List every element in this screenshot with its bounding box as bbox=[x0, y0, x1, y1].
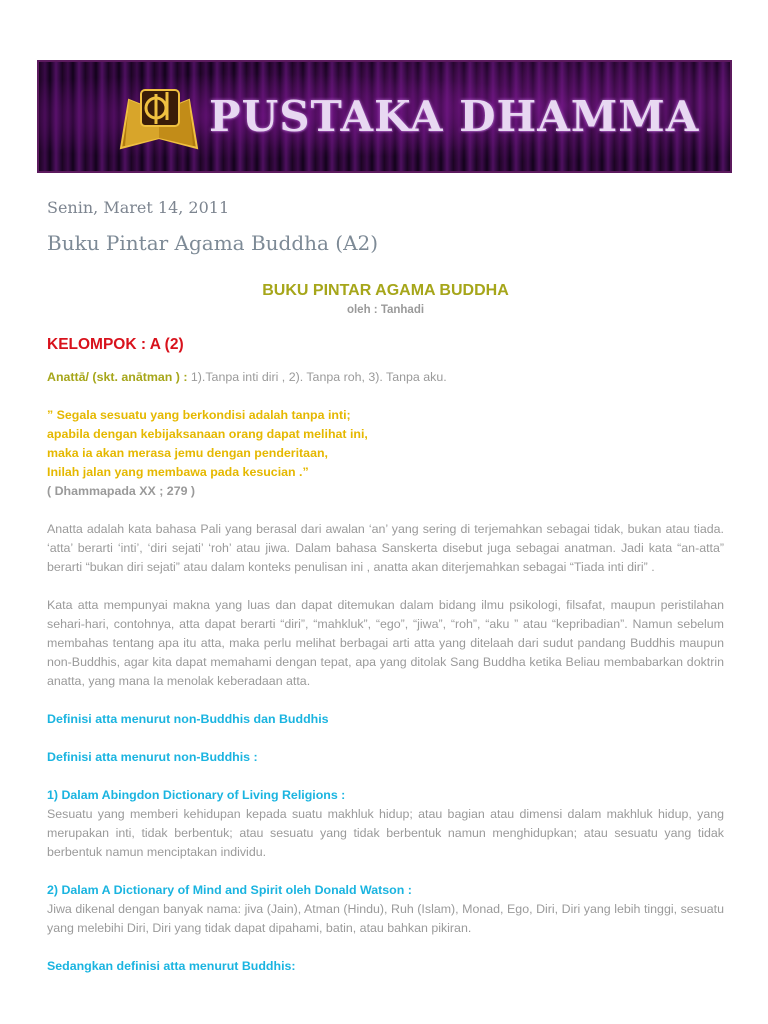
quote-line: ” Segala sesuatu yang berkondisi adalah tanpa inti; bbox=[47, 408, 351, 422]
definition-1-title: 1) Dalam Abingdon Dictionary of Living Religions : bbox=[47, 788, 346, 802]
quote-line: maka ia akan merasa jemu dengan penderitaan, bbox=[47, 446, 328, 460]
definition-2-text: Jiwa dikenal dengan banyak nama: jiva (Jain), Atman (Hindu), Ruh (Islam), Monad, Ego, Diri, Diri yang lebih tinggi, sesuatu yang melebihi Diri, Diri yang tidak dapat dipahami, batin, atau bahkan pikiran. bbox=[47, 902, 724, 935]
site-title: PUSTAKA DHAMMA bbox=[209, 92, 700, 141]
dhammapada-quote bbox=[47, 406, 724, 501]
quote-reference: ( Dhammapada XX ; 279 ) bbox=[47, 484, 196, 498]
term-text: 1).Tanpa inti diri , 2). Tanpa roh, 3). Tanpa aku. bbox=[187, 370, 447, 384]
article-heading: BUKU PINTAR AGAMA BUDDHA bbox=[262, 282, 509, 299]
paragraph-anatta: Anatta adalah kata bahasa Pali yang berasal dari awalan ‘an’ yang sering di terjemahkan sebagai tidak, bukan atau tiada. ‘atta’ berarti ‘inti’, ‘diri sejati’ ‘roh’ atau jiwa. Dalam bahasa Sanskerta disebut juga sebagai anatman. Jadi kata “an-atta” berarti “bukan diri sejati” atau dalam konteks penulisan ini , anatta akan diterjemahkan sebagai “Tiada inti diri” . bbox=[47, 522, 724, 574]
quote-line: apabila dengan kebijaksanaan orang dapat melihat ini, bbox=[47, 427, 368, 441]
group-heading: KELOMPOK : A (2) bbox=[47, 336, 184, 353]
section-heading-definitions: Definisi atta menurut non-Buddhis dan Buddhis bbox=[47, 712, 329, 726]
paragraph-atta: Kata atta mempunyai makna yang luas dan dapat ditemukan dalam bidang ilmu psikologi, filsafat, maupun peristilahan sehari-hari, contohnya, atta dapat berarti “diri”, “mahkluk”, “ego”, “jiwa”, “roh”, “aku ” atau “kepribadian”. Namun sebelum membahas tentang apa itu atta, maka perlu melihat berbagai arti atta yang ditelaah dari sudut pandang Buddhis maupun non-Buddhis, agar kita dapat memahami dengan tepat, apa yang ditolak Sang Buddha ketika Beliau membabarkan doktrin anatta, yang mana Ia menolak keberadaan atta. bbox=[47, 598, 724, 688]
definition-1-text: Sesuatu yang memberi kehidupan kepada suatu makhluk hidup; atau bagian atau dimensi dalam makhluk hidup, yang merupakan inti, tidak berbentuk; atau sesuatu yang tidak berbentuk namun menghidupkan; atau sesuatu yang tidak berbentuk namun menciptakan individu. bbox=[47, 807, 724, 859]
definition-2-title: 2) Dalam A Dictionary of Mind and Spirit oleh Donald Watson : bbox=[47, 883, 412, 897]
term-definition bbox=[47, 368, 724, 387]
quote-line: Inilah jalan yang membawa pada kesucian .” bbox=[47, 465, 309, 479]
section-heading-buddhis: Sedangkan definisi atta menurut Buddhis: bbox=[47, 959, 296, 973]
article-body bbox=[47, 280, 724, 976]
section-heading-non-buddhis: Definisi atta menurut non-Buddhis : bbox=[47, 750, 258, 764]
post-date: Senin, Maret 14, 2011 bbox=[47, 198, 230, 217]
pd-monogram-logo-icon bbox=[119, 86, 199, 150]
term-label: Anattā/ (skt. anātman ) : bbox=[47, 370, 188, 384]
article-byline: oleh : Tanhadi bbox=[346, 304, 425, 316]
header-banner[interactable] bbox=[37, 60, 732, 173]
post-title[interactable]: Buku Pintar Agama Buddha (A2) bbox=[47, 231, 379, 255]
